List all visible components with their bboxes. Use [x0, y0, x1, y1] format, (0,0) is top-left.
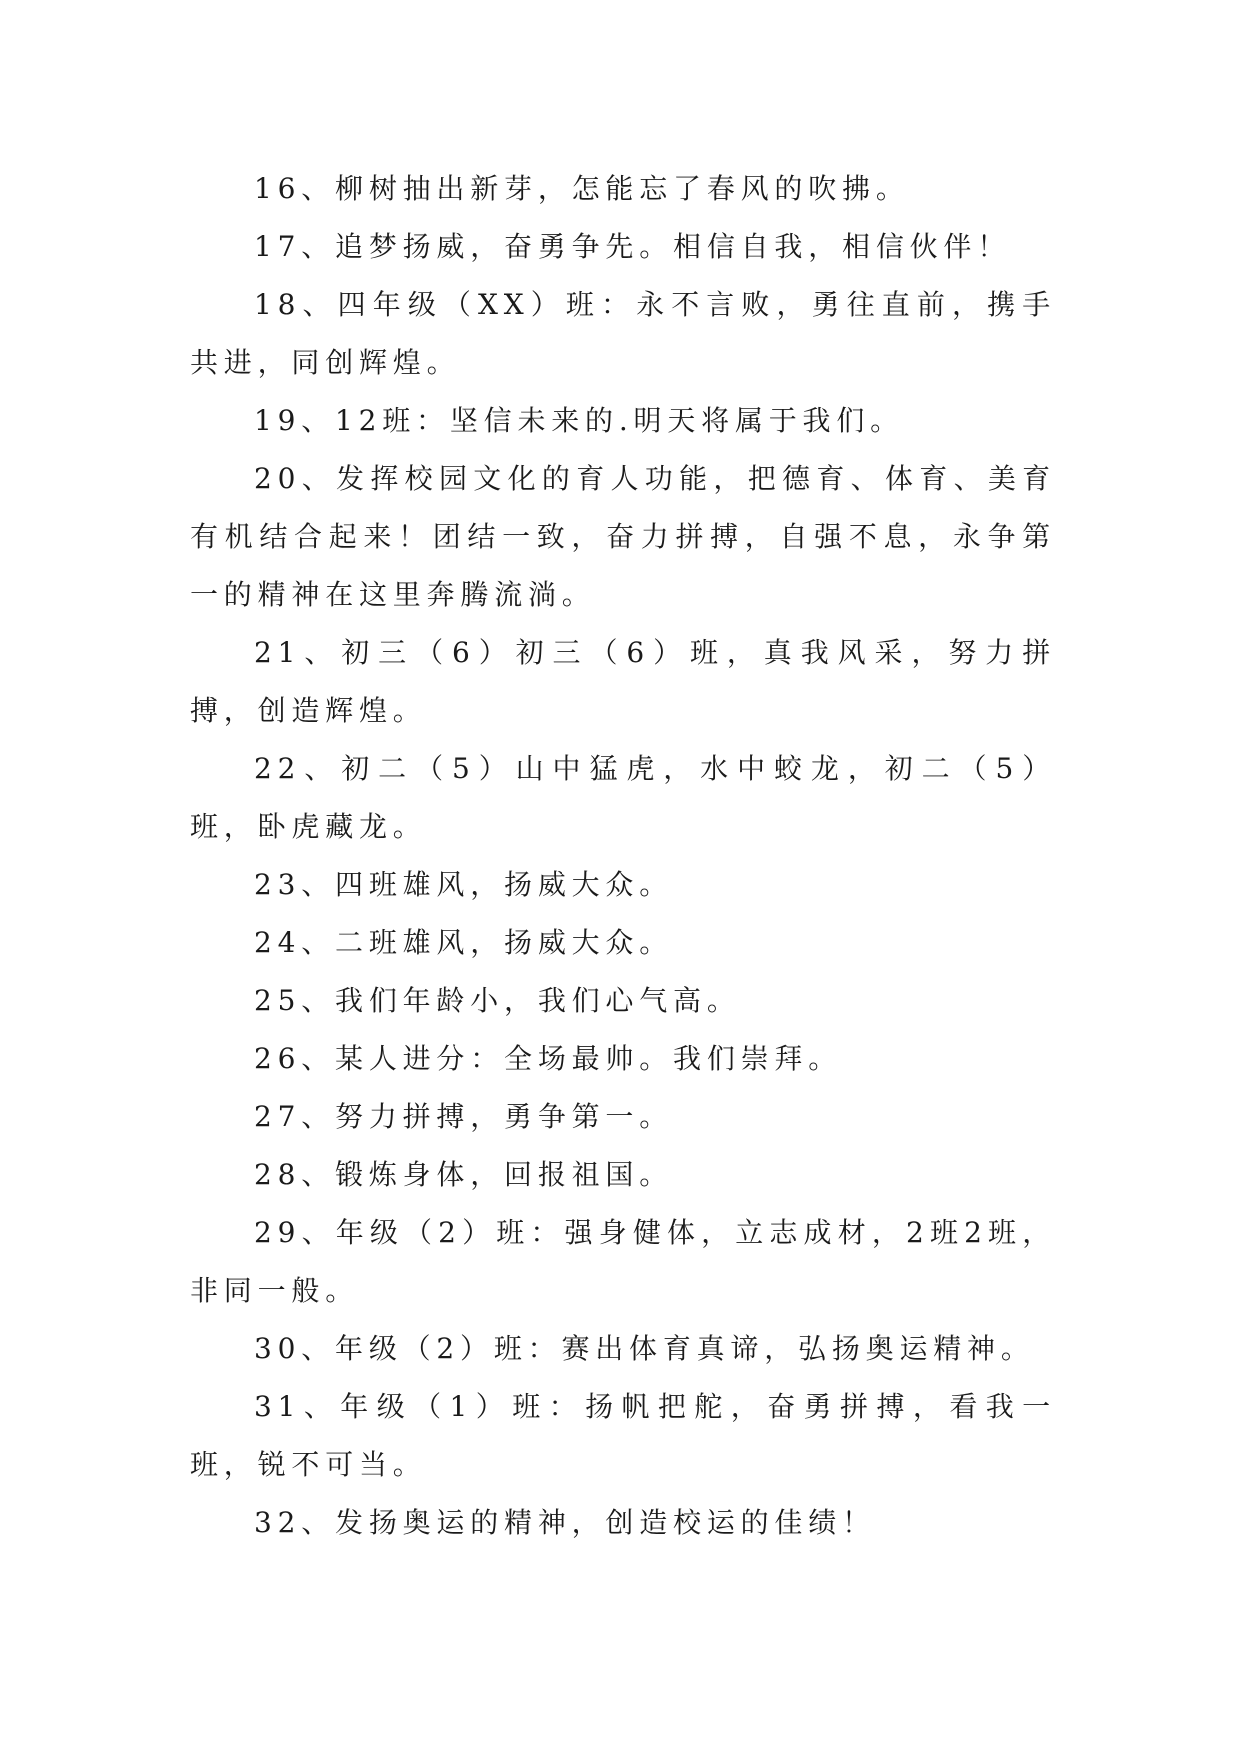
paragraph-26: 26、某人进分：全场最帅。我们崇拜。 [254, 1042, 843, 1075]
paragraph-25: 25、我们年龄小，我们心气高。 [254, 984, 741, 1017]
paragraph-19: 19、12班：坚信未来的.明天将属于我们。 [254, 404, 904, 437]
paragraph-27: 27、努力拼搏，勇争第一。 [254, 1100, 674, 1133]
paragraph-31: 31、年级（1）班：扬帆把舵，奋勇拼搏，看我一班，锐不可当。 [190, 1390, 1056, 1481]
paragraph-17: 17、追梦扬威，奋勇争先。相信自我，相信伙伴！ [254, 230, 1012, 263]
paragraph-21: 21、初三（6）初三（6）班，真我风采，努力拼搏，创造辉煌。 [190, 636, 1056, 727]
document-body [190, 160, 1056, 1552]
paragraph-30: 30、年级（2）班：赛出体育真谛，弘扬奥运精神。 [254, 1332, 1035, 1365]
paragraph-22: 22、初二（5）山中猛虎，水中蛟龙，初二（5）班，卧虎藏龙。 [190, 752, 1056, 843]
paragraph-20: 20、发挥校园文化的育人功能，把德育、体育、美育有机结合起来！团结一致，奋力拼搏，自强不息，永争第一的精神在这里奔腾流淌。 [190, 462, 1056, 611]
paragraph-18: 18、四年级（XX）班：永不言败，勇往直前，携手共进，同创辉煌。 [190, 288, 1056, 379]
paragraph-29: 29、年级（2）班：强身健体，立志成材，2班2班，非同一般。 [190, 1216, 1056, 1307]
paragraph-24: 24、二班雄风，扬威大众。 [254, 926, 674, 959]
paragraph-16: 16、柳树抽出新芽，怎能忘了春风的吹拂。 [254, 172, 910, 205]
paragraph-23: 23、四班雄风，扬威大众。 [254, 868, 674, 901]
paragraph-28: 28、锻炼身体，回报祖国。 [254, 1158, 674, 1191]
paragraph-32: 32、发扬奥运的精神，创造校运的佳绩！ [254, 1506, 876, 1539]
